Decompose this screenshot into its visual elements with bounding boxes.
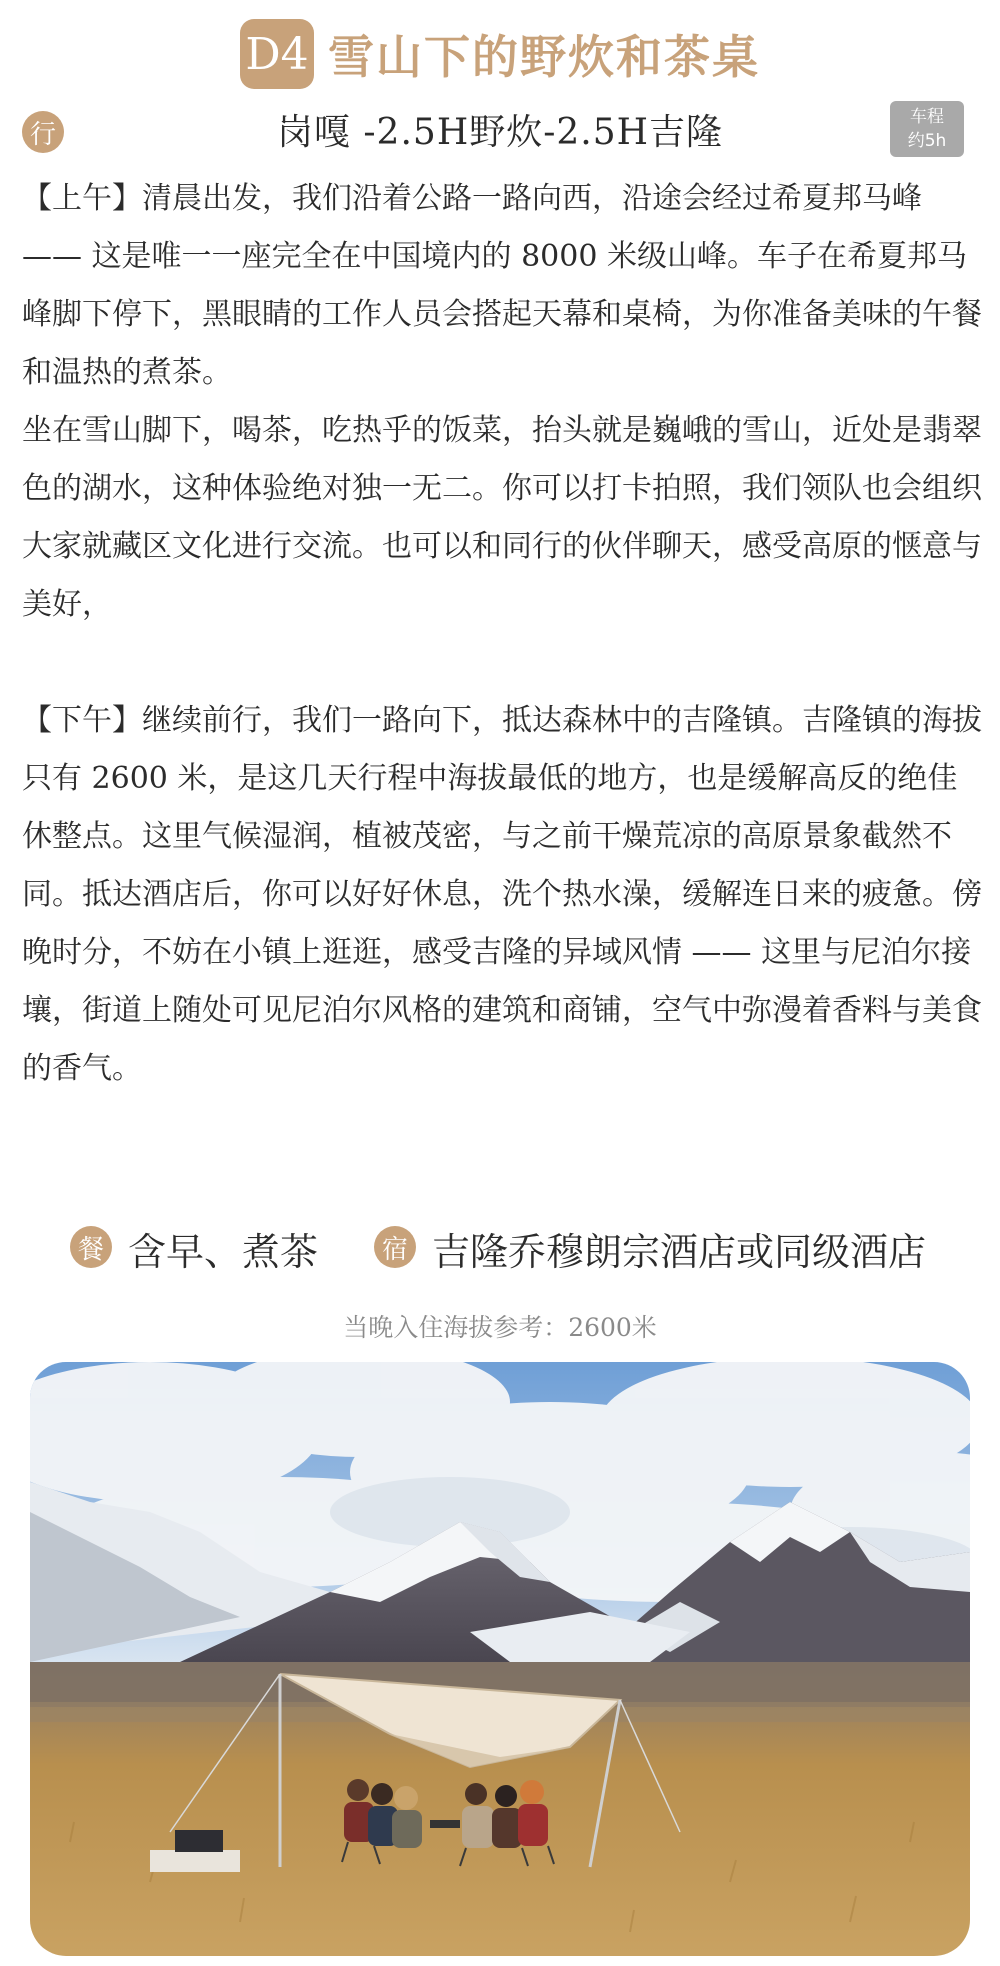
paragraph-gap <box>22 634 982 692</box>
travel-icon: 行 <box>22 111 64 153</box>
meal-hotel-row <box>0 1213 1000 1283</box>
itinerary-body <box>22 170 982 1098</box>
duration-badge <box>890 101 964 157</box>
photo-illustration <box>30 1362 970 1956</box>
route-text: 岗嘎 -2.5H野炊-2.5H吉隆 <box>276 112 724 153</box>
hotel-text: 吉隆乔穆朗宗酒店或同级酒店 <box>432 1230 927 1274</box>
day-header <box>0 14 1000 94</box>
route-row <box>0 100 1000 164</box>
page-title: 雪山下的野炊和茶桌 <box>328 30 760 84</box>
morning-paragraph: 【上午】清晨出发，我们沿着公路一路向西，沿途会经过希夏邦马峰 —— 这是唯一一座完全在中国境内的 8000 米级山峰。车子在希夏邦马峰脚下停下，黑眼睛的工作人员会搭起天幕和桌椅，为你准备美味的午餐和温热的煮茶。 <box>22 181 982 390</box>
afternoon-paragraph: 【下午】继续前行，我们一路向下，抵达森林中的吉隆镇。吉隆镇的海拔只有 2600 米，是这几天行程中海拔最低的地方，也是缓解高反的绝佳休整点。这里气候湿润，植被茂密，与之前干燥荒凉的高原景象截然不同。抵达酒店后，你可以好好休息，洗个热水澡，缓解连日来的疲惫。傍晚时分，不妨在小镇上逛逛，感受吉隆的异域风情 —— 这里与尼泊尔接壤，街道上随处可见尼泊尔风格的建筑和商铺，空气中弥漫着香料与美食的香气。 <box>22 703 982 1086</box>
day-badge: D4 <box>240 19 314 89</box>
morning-paragraph-2: 坐在雪山脚下，喝茶，吃热乎的饭菜，抬头就是巍峨的雪山，近处是翡翠色的湖水，这种体验绝对独一无二。你可以打卡拍照，我们领队也会组织大家就藏区文化进行交流。也可以和同行的伙伴聊天，感受高原的惬意与美好， <box>22 413 982 622</box>
duration-line-2: 约5h <box>907 131 947 151</box>
snow-mountain-picnic-photo <box>30 1362 970 1956</box>
duration-line-1: 车程 <box>910 107 944 127</box>
altitude-note: 当晚入住海拔参考：2600米 <box>343 1313 657 1342</box>
meal-text: 含早、煮茶 <box>128 1230 319 1274</box>
meal-icon: 餐 <box>70 1226 112 1268</box>
hotel-icon: 宿 <box>374 1226 416 1268</box>
